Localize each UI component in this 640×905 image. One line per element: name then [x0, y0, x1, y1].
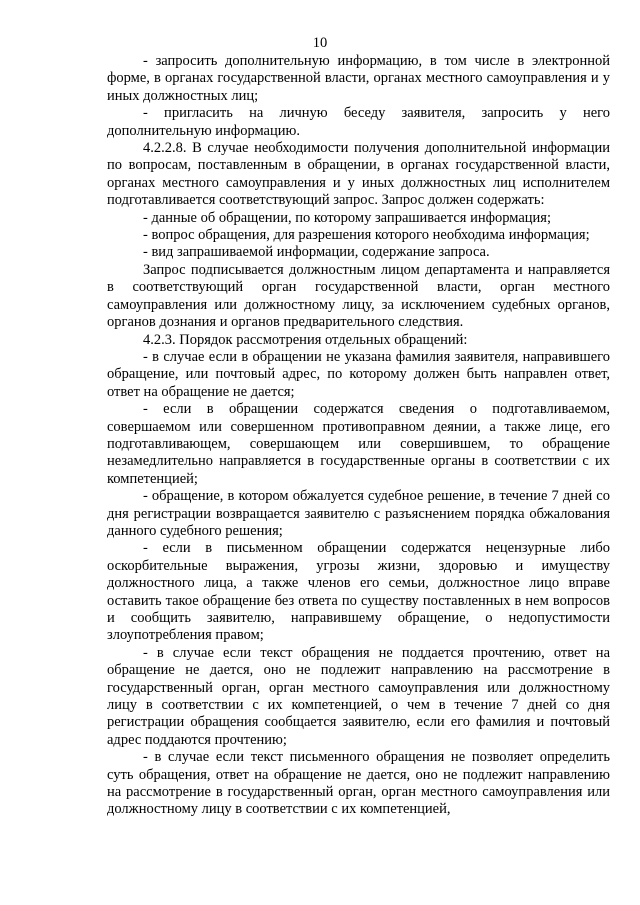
- paragraph-court-decision: - обращение, в котором обжалуется судебное решение, в течение 7 дней со дня регистрации возвращается заявителю с разъяснением порядка обжалования данного судебного решения;: [107, 488, 610, 539]
- paragraph-no-surname: - в случае если в обращении не указана фамилия заявителя, направившего обращение, или почтовый адрес, по которому должен быть направлен ответ, ответ на обращение не дается;: [107, 348, 610, 400]
- paragraph-unclear-essence: - в случае если текст письменного обращения не позволяет определить суть обращения, ответ на обращение не дается, оно не подлежит направлению на рассмотрение в государственный орган, орган местного самоуправления или должностному лицу в соответствии с их компетенцией,: [107, 749, 610, 818]
- paragraph-unreadable-text: - в случае если текст обращения не поддается прочтению, ответ на обращение не дается, оно не подлежит направлению на рассмотрение в государственный орган, орган местного самоуправления или должностному лицу в соответствии с их компетенцией, о чем в течение 7 дней со дня регистрации обращения сообщается заявителю, если его фамилия и почтовый адрес поддаются прочтению;: [107, 644, 610, 748]
- paragraph-request-type: - вид запрашиваемой информации, содержание запроса.: [143, 244, 490, 261]
- paragraph-section-4-2-2-8: 4.2.2.8. В случае необходимости получения дополнительной информации по вопросам, поставленным в обращении, в органах государственной власти, органах местного самоуправления и у иных должностных лиц исполнителем подготавливается соответствующий запрос. Запрос должен содержать:: [107, 140, 610, 209]
- paragraph-request-info: - запросить дополнительную информацию, в том числе в электронной форме, в органах государственной власти, органах местного самоуправления и у иных должностных лиц;: [107, 53, 610, 104]
- paragraph-obscene-language: - если в письменном обращении содержатся нецензурные либо оскорбительные выражения, угрозы жизни, здоровью и имуществу должностного лица, а также членов его семьи, должностное лицо вправе оставить такое обращение без ответа по существу поставленных в нем вопросов и сообщить заявителю, направившему обращение, о недопустимости злоупотребления правом;: [107, 540, 610, 644]
- document-body: [107, 53, 610, 819]
- paragraph-request-signing: Запрос подписывается должностным лицом департамента и направляется в соответствующий орган государственной власти, орган местного самоуправления или должностному лицу, за исключением судебных органов, органов дознания и органов предварительного следствия.: [107, 261, 610, 331]
- paragraph-invite-interview: - пригласить на личную беседу заявителя, запросить у него дополнительную информацию.: [107, 105, 610, 139]
- paragraph-section-4-2-3: 4.2.3. Порядок рассмотрения отдельных обращений:: [143, 331, 468, 348]
- paragraph-unlawful-act: - если в обращении содержатся сведения о подготавливаемом, совершаемом или совершенном противоправном деянии, а также лице, его подготавливающем, совершающем или совершившем, то обращение незамедлительно направляется в государственные органы в соответствии с их компетенцией;: [107, 401, 610, 487]
- page-number: 10: [312, 35, 328, 51]
- paragraph-request-data: - данные об обращении, по которому запрашивается информация;: [143, 209, 551, 226]
- paragraph-request-question: - вопрос обращения, для разрешения которого необходима информация;: [143, 227, 590, 244]
